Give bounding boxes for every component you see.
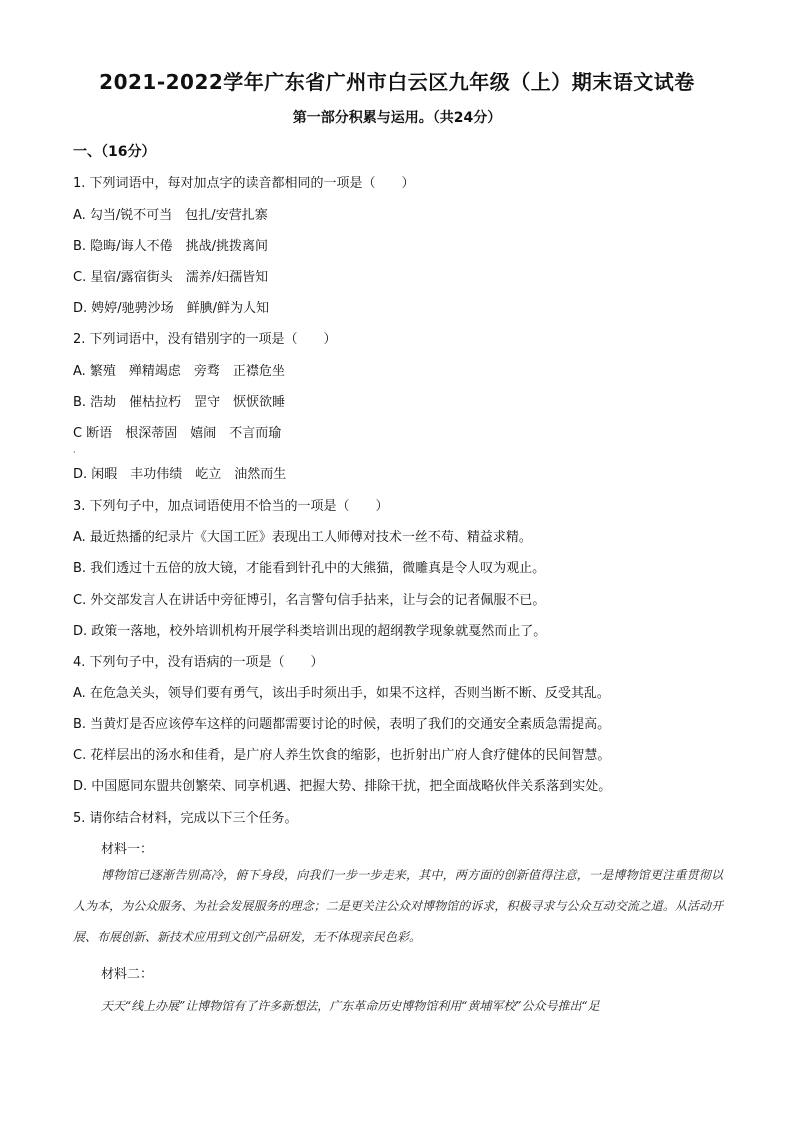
question-3-option-a: A. 最近热播的纪录片《大国工匠》表现出工人师傅对技术一丝不苟、精益求精。 — [73, 530, 532, 545]
section-heading: 一、（16分） — [73, 144, 156, 160]
question-3-option-b: B. 我们透过十五倍的放大镜，才能看到针孔中的大熊猫，微雕真是令人叹为观止。 — [73, 561, 546, 576]
stray-dot: · — [73, 448, 76, 457]
question-2-option-b: B. 浩劫 催枯拉朽 罡守 恹恹欲睡 — [73, 395, 286, 410]
question-4-option-c: C. 花样层出的汤水和佳肴，是广府人养生饮食的缩影，也折射出广府人食疗健体的民间智慧。 — [73, 748, 611, 763]
material-1-text: 博物馆已逐渐告别高冷，俯下身段，向我们一步一步走来，其中，两方面的创新值得注意，一是博物馆更注重贯彻以人为本，为公众服务、为社会发展服务的理念；二是更关注公众对博物馆的诉求，积极寻求与公众互动交流之道。从活动开展、布展创新、新技术应用到文创产品研发，无不体现亲民色彩。 — [73, 868, 723, 944]
question-2-option-a: A. 繁殖 殚精竭虑 旁骛 正襟危坐 — [73, 364, 285, 379]
question-3-option-c: C. 外交部发言人在讲话中旁征博引，名言警句信手拈来，让与会的记者佩服不已。 — [73, 593, 546, 608]
question-5-stem: 5. 请你结合材料，完成以下三个任务。 — [73, 811, 298, 826]
question-4-option-b: B. 当黄灯是否应该停车这样的问题都需要讨论的时候，表明了我们的交通安全素质急需提高。 — [73, 717, 611, 732]
question-4-option-a: A. 在危急关头，领导们要有勇气，该出手时须出手，如果不这样，否则当断不断、反受其乱。 — [73, 686, 610, 701]
question-4-option-d: D. 中国愿同东盟共创繁荣、同享机遇、把握大势、排除干扰，把全面战略伙伴关系落到实处。 — [73, 779, 612, 794]
material-1-label: 材料一： — [101, 842, 154, 857]
material-2-text: 天天“线上办展”让博物馆有了许多新想法，广东革命历史博物馆利用“黄埔军校”公众号推出“足 — [101, 999, 600, 1013]
question-2-option-d: D. 闲暇 丰功伟绩 屹立 油然而生 — [73, 467, 287, 482]
question-4-stem: 4. 下列句子中，没有语病的一项是（ ） — [73, 655, 324, 670]
question-1-option-d: D. 娉婷/驰骋沙场 鲜腆/鲜为人知 — [73, 301, 270, 316]
question-1-option-b: B. 隐晦/诲人不倦 挑战/挑拨离间 — [73, 239, 268, 254]
material-2-label: 材料二： — [101, 967, 154, 982]
question-3-option-d: D. 政策一落地，校外培训机构开展学科类培训出现的超纲教学现象就戛然而止了。 — [73, 624, 547, 639]
question-2-stem: 2. 下列词语中，没有错别字的一项是（ ） — [73, 332, 337, 347]
part-subtitle: 第一部分积累与运用。（共24分） — [292, 110, 502, 126]
question-1-stem: 1. 下列词语中，每对加点字的读音都相同的一项是（ ） — [73, 176, 415, 191]
page-title: 2021-2022学年广东省广州市白云区九年级（上）期末语文试卷 — [99, 70, 695, 94]
question-1-option-c: C. 星宿/露宿街头 濡养/妇孺皆知 — [73, 270, 269, 285]
question-3-stem: 3. 下列句子中，加点词语使用不恰当的一项是（ ） — [73, 499, 389, 514]
question-2-option-c: C 断语 根深蒂固 嬉闹 不言而瑜 — [73, 426, 282, 441]
question-1-option-a: A. 勾当/锐不可当 包扎/安营扎寨 — [73, 208, 268, 223]
